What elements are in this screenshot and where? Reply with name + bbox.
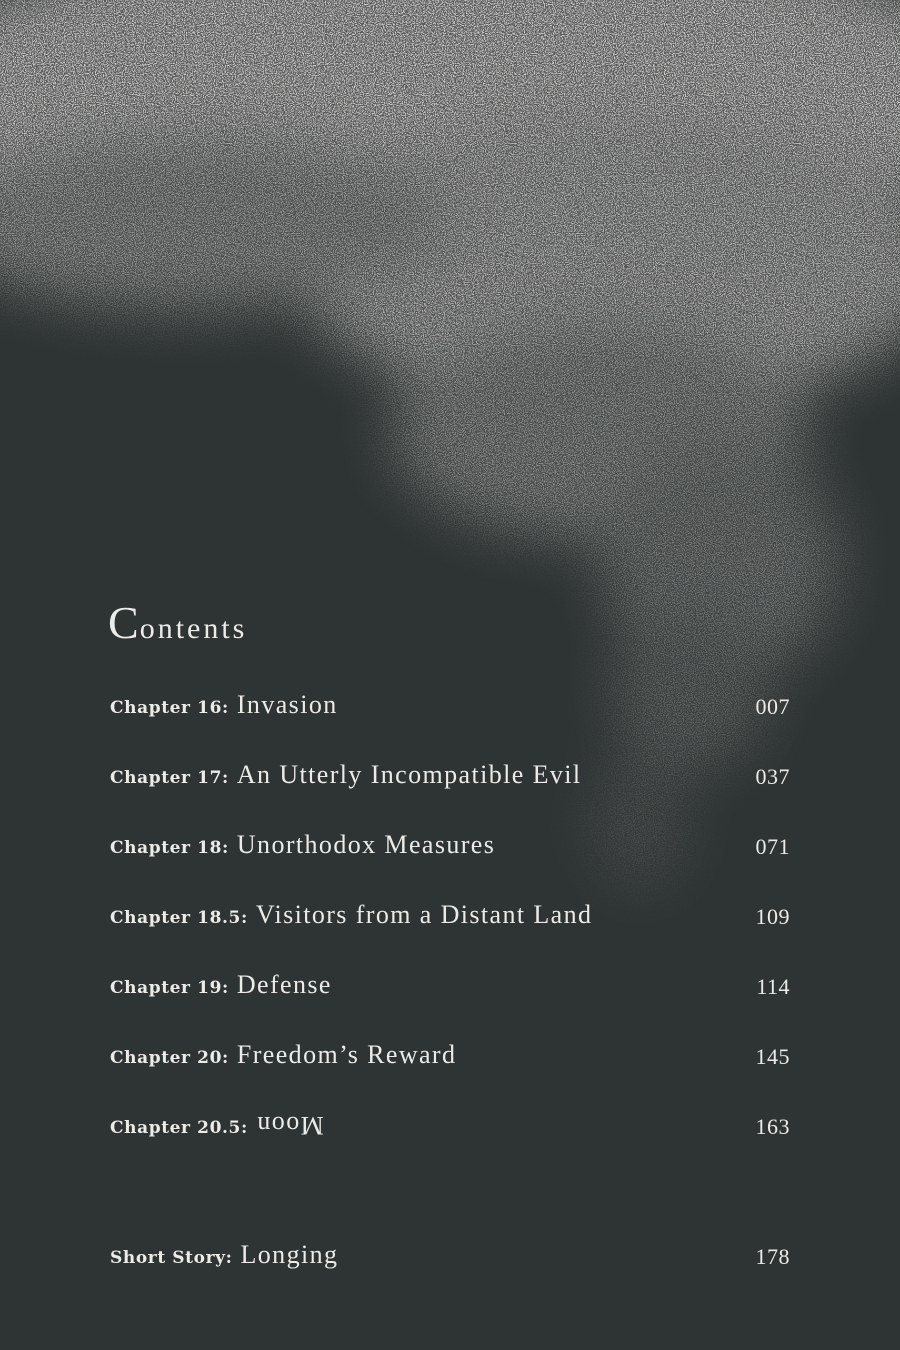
chapter-label: Chapter 19:	[110, 978, 229, 998]
chapter-label: Chapter 18.5:	[110, 908, 248, 928]
toc-entry-short-story[interactable]	[110, 1238, 790, 1278]
chapter-title: Freedom’s Reward	[236, 1040, 457, 1069]
page-number: 163	[755, 1114, 790, 1139]
page-number: 109	[755, 904, 790, 929]
page-number: 037	[755, 764, 790, 789]
toc-entry-chapter-20-5[interactable]	[110, 1108, 790, 1148]
chapter-title: Visitors from a Distant Land	[255, 900, 593, 929]
chapter-title: Invasion	[236, 690, 338, 719]
chapter-title: Unorthodox Measures	[236, 830, 496, 859]
heading-initial: C	[108, 597, 140, 648]
chapter-title: Longing	[240, 1240, 339, 1269]
page-number: 145	[755, 1044, 790, 1069]
page-number: 071	[755, 834, 790, 859]
chapter-label: Short Story:	[110, 1248, 233, 1268]
heading-rest: ontents	[139, 612, 248, 645]
page-number: 007	[755, 694, 790, 719]
contents-heading	[108, 597, 248, 648]
toc-entry-chapter-18-5[interactable]	[110, 898, 790, 938]
chapter-title-upside-down: Moon	[255, 1111, 324, 1140]
chapter-label: Chapter 18:	[110, 838, 229, 858]
chapter-label: Chapter 20.5:	[110, 1118, 248, 1138]
chapter-label: Chapter 20:	[110, 1048, 229, 1068]
chapter-label: Chapter 17:	[110, 768, 229, 788]
toc-entry-chapter-17[interactable]	[110, 758, 790, 798]
toc-entry-chapter-20[interactable]	[110, 1038, 790, 1078]
chapter-label: Chapter 16:	[110, 698, 229, 718]
chapter-title: Defense	[236, 970, 332, 999]
toc-entry-chapter-19[interactable]	[110, 968, 790, 1008]
chapter-title: An Utterly Incompatible Evil	[236, 760, 582, 789]
page-number: 178	[755, 1244, 790, 1269]
toc-entry-chapter-16[interactable]	[110, 688, 790, 728]
toc-entry-chapter-18[interactable]	[110, 828, 790, 868]
page-number: 114	[756, 974, 790, 999]
